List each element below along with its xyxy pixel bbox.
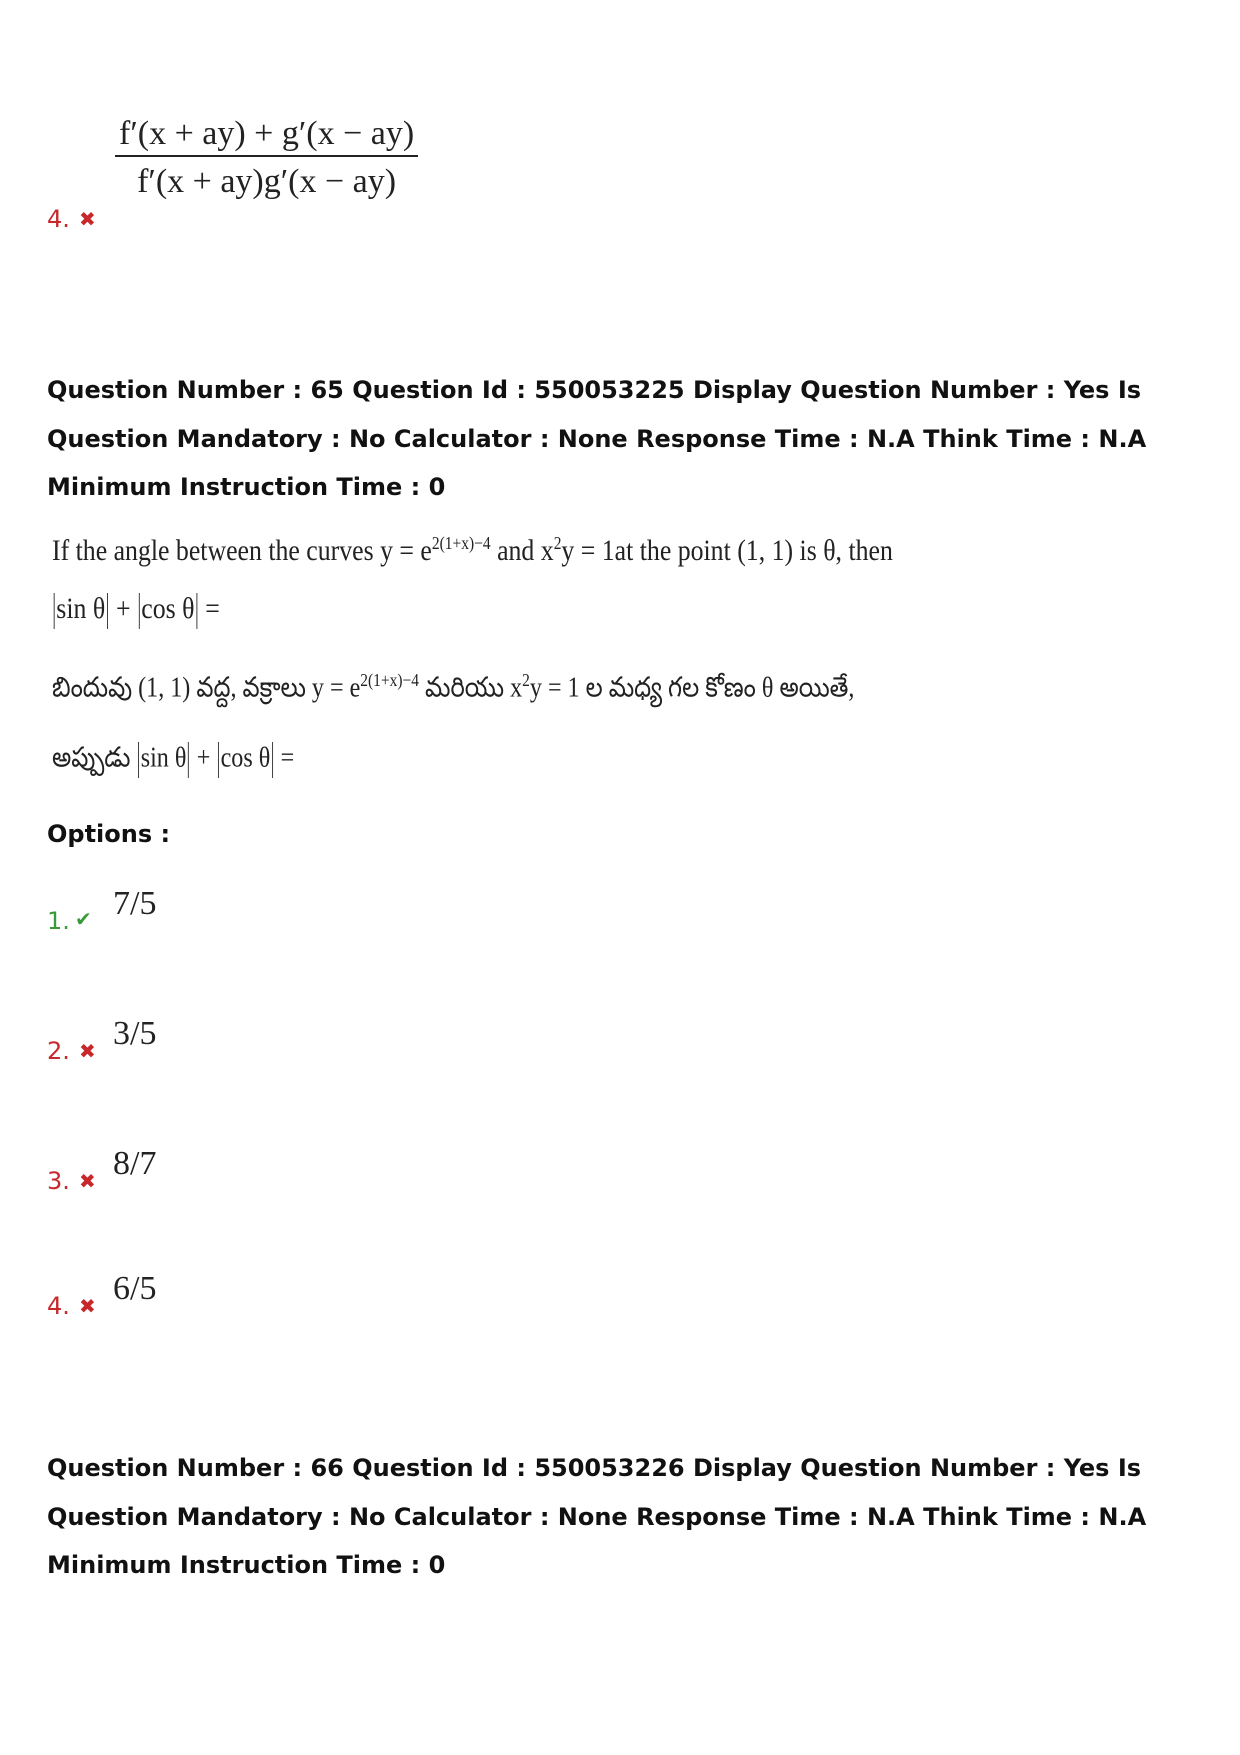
option-3	[47, 1145, 347, 1205]
plus-sign: +	[196, 742, 211, 774]
question-text-english-line1	[52, 533, 893, 568]
abs-bar	[138, 742, 139, 778]
fraction-numerator: f′(x + ay) + g′(x − ay)	[119, 115, 415, 152]
exponent: 2	[553, 533, 562, 553]
question-text-telugu-line2	[52, 742, 294, 780]
question-text-telugu-line1	[52, 670, 854, 710]
equals-sign: =	[205, 592, 220, 625]
exponent: 2(1+x)−4	[360, 670, 420, 690]
option-number: 2.	[47, 1037, 70, 1065]
sin-term: sin θ	[140, 742, 187, 774]
check-icon: ✔	[75, 907, 92, 931]
cos-term: cos θ	[220, 742, 271, 774]
cross-icon: ✖	[79, 1039, 96, 1063]
prev-option-4	[47, 115, 547, 235]
option-value: 7/5	[113, 885, 157, 922]
abs-bar	[139, 593, 140, 629]
equals-sign: =	[280, 742, 295, 774]
question-meta-65: Question Number : 65 Question Id : 550053225 Display Question Number : Yes Is Question Mandatory : No Calculator : None Response Time : N.A Think Time : N.A Minimum Instruction Time : 0	[47, 376, 1147, 501]
option-value: 8/7	[113, 1145, 157, 1182]
option-fraction	[115, 115, 418, 201]
options-label: Options :	[47, 820, 171, 848]
option-number: 4.	[47, 1292, 70, 1320]
option-1	[47, 885, 347, 945]
q-text: y = 1 ల మధ్య గల కోణం θ అయితే,	[529, 672, 855, 704]
option-4	[47, 1270, 347, 1330]
plus-sign: +	[115, 592, 131, 625]
abs-bar	[188, 742, 189, 778]
q-text: బిందువు (1, 1) వద్ద, వక్రాలు y = e	[52, 672, 361, 704]
abs-bar	[272, 742, 273, 778]
option-value: 3/5	[113, 1015, 157, 1052]
abs-bar	[196, 593, 197, 629]
cross-icon: ✖	[79, 207, 96, 231]
question-meta-66: Question Number : 66 Question Id : 550053226 Display Question Number : Yes Is Question Mandatory : No Calculator : None Response Time : N.A Think Time : N.A Minimum Instruction Time : 0	[47, 1454, 1147, 1579]
option-number: 3.	[47, 1167, 70, 1195]
q-text: If the angle between the curves y = e	[52, 534, 432, 567]
option-2	[47, 1015, 347, 1075]
fraction-denominator: f′(x + ay)g′(x − ay)	[115, 155, 418, 201]
abs-bar	[218, 742, 219, 778]
option-number: 4.	[47, 205, 70, 233]
q-text: and x	[490, 534, 554, 567]
cross-icon: ✖	[79, 1169, 96, 1193]
telugu-word: అప్పుడు	[52, 742, 131, 774]
exponent: 2(1+x)−4	[431, 533, 491, 553]
abs-bar	[54, 593, 55, 629]
abs-bar	[107, 593, 108, 629]
cross-icon: ✖	[79, 1294, 96, 1318]
option-value: 6/5	[113, 1270, 157, 1307]
cos-term: cos θ	[141, 592, 195, 625]
q-text: y = 1at the point (1, 1) is θ, then	[561, 534, 893, 567]
exponent: 2	[522, 670, 530, 690]
option-number: 1.	[47, 907, 70, 935]
sin-term: sin θ	[56, 592, 106, 625]
q-text: మరియు x	[419, 672, 523, 704]
question-text-english-line2	[52, 592, 220, 629]
